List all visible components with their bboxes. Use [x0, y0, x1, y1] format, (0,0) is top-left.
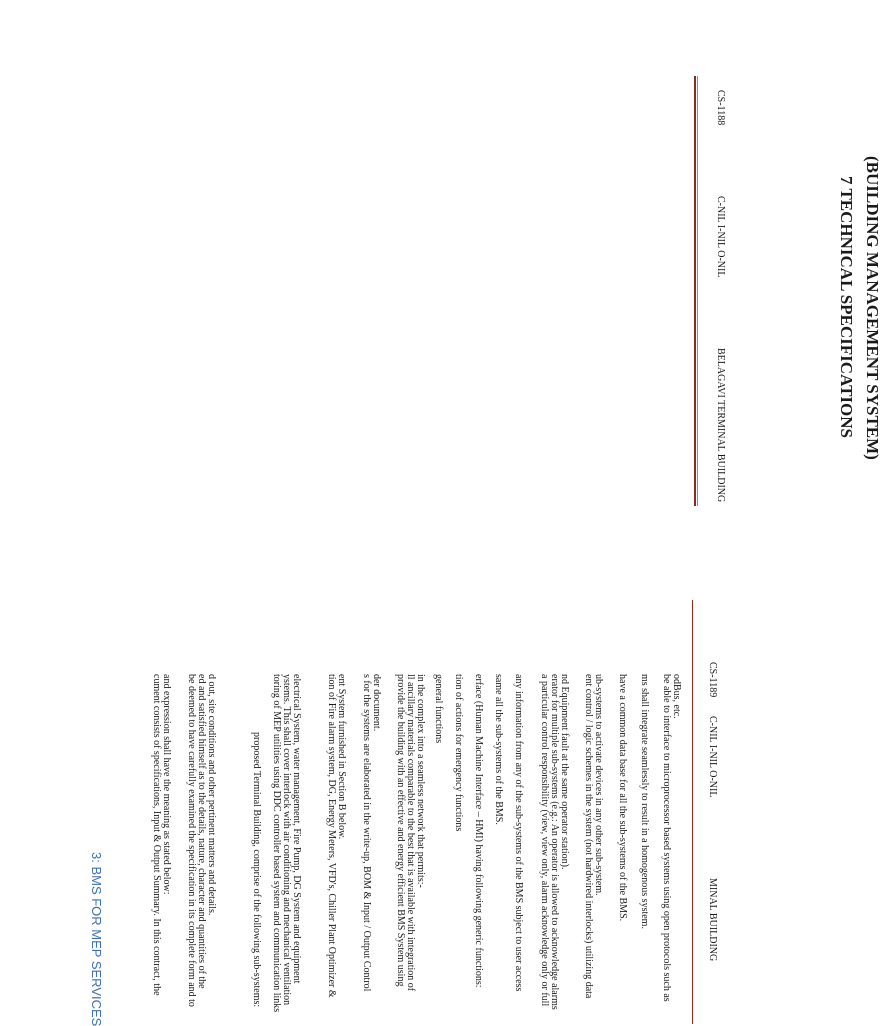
paragraph-line: be deemed to have carefully examined the specification in its complete form and to	[186, 674, 197, 1007]
spec-footer-project: MINAL BUILDING	[707, 878, 718, 962]
cover-footer-project: BELAGAVI TERMINAL BUILDING	[715, 348, 726, 503]
paragraph-line: nd Equipment fault at the same operator station).	[559, 674, 570, 870]
paragraph-line: erator for multiple sub-systems (e.g.: An operator is allowed to acknowledge alarms	[549, 674, 560, 1010]
paragraph-line: general functions	[433, 674, 444, 744]
paragraph-line: der document.	[371, 674, 382, 732]
paragraph-line: proposed Terminal Building, comprise of the following sub-systems:	[251, 732, 262, 1008]
paragraph-line: have a common data base for all the sub-systems of the BMS.	[617, 674, 628, 922]
cover-title-visible-1: 7 TECHNICAL SPECIFICATIONS	[837, 176, 856, 438]
section-heading: 3: BMS FOR MEP SERVICES	[89, 852, 104, 1026]
paragraph-line: electrical System, water management, Fire Pump, DG System and equipment	[291, 674, 302, 984]
paragraph-line: and expression shall have the meaning as stated below:	[161, 674, 172, 895]
paragraph-line: any information from any of the sub-systems of the BMS subject to user access	[513, 674, 524, 992]
paragraph-line: ent System furnished in Section B below.	[336, 674, 347, 840]
paragraph-line: be able to interface to microprocessor based systems using open protocols such as	[661, 674, 672, 1002]
paragraph-line: cument consists of specifications, Input & Output Summary. In this contract, the	[151, 674, 162, 996]
paragraph-line: ystems. This shall cover interlock with air conditioning and mechanical ventilation	[281, 674, 292, 1006]
paragraph-line: in the complex into a seamless network that permits:-	[415, 674, 426, 888]
paragraph-line: toring of MEP utilities using DDC controller based system and communication links	[271, 674, 282, 1013]
cover-footer-page-number: CS-1188	[715, 90, 726, 126]
paragraph-line: ent control / logic schemes in the system (not hardwired interlocks) utilizing data	[583, 674, 594, 999]
paragraph-line: provide the building with an effective and energy efficient BMS System using	[395, 674, 406, 987]
spec-footer-page-number: CS-1189	[707, 662, 718, 698]
spec-footer-codes: C-NIL I-NIL O-NIL	[707, 716, 718, 798]
paragraph-line: same all the sub-systems of the BMS.	[493, 674, 504, 825]
paragraph-line: ms shall integrate seamlessly to result in a homogenous system.	[639, 674, 650, 929]
paragraph-line: tion of actions for emergency functions	[453, 674, 464, 832]
paragraph-line: erface (Human Machine Interface – HMI) having following generic functions:	[473, 674, 484, 988]
paragraph-line: a particular control responsibility (view, view only, alarm acknowledge only or full	[539, 674, 550, 1007]
paragraph-line: ub-systems to activate devices in any other sub-system.	[593, 674, 604, 896]
paragraph-line: tion of Fire alarm system, DG, Energy Meters, VFD's, Chiller Plant Optimizer &	[326, 674, 337, 998]
paragraph-line: s for the systems are elaborated in the write-up, BOM & Input / Output Control	[361, 674, 372, 992]
paragraph-line: odBus, etc.	[671, 674, 682, 719]
cover-footer-codes: C-NIL I-NIL O-NIL	[715, 196, 726, 278]
paragraph-line: ll ancillary materials comparable to the best that is available with integration of	[405, 674, 416, 992]
paragraph-line: d out, site conditions and other pertinent matters and details.	[206, 674, 217, 916]
paragraph-line: ed and satisfied himself as to the details, nature, character and quantities of the	[196, 674, 207, 989]
cover-title-visible-2: (BUILDING MANAGEMENT SYSTEM)	[863, 156, 882, 460]
